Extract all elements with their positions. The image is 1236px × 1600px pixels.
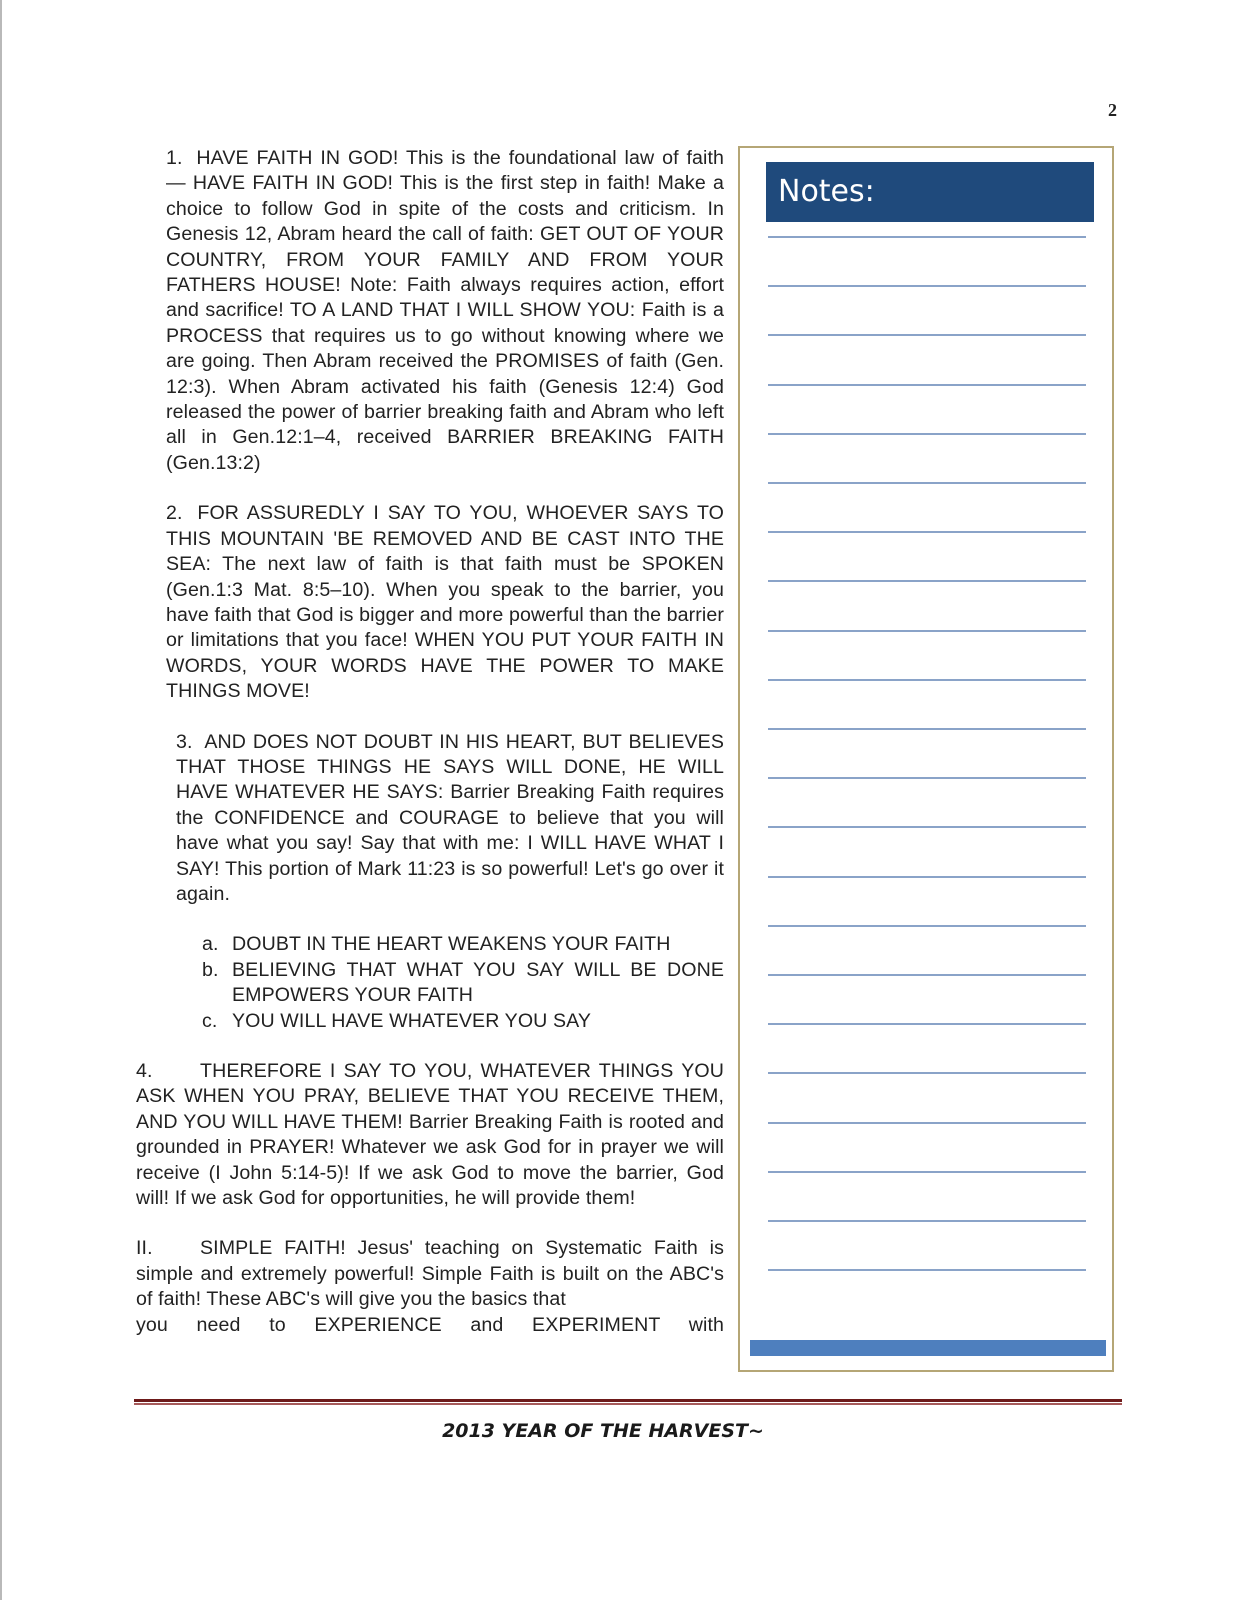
note-line bbox=[768, 630, 1086, 632]
list-marker: c. bbox=[202, 1009, 218, 1032]
page-edge-rule bbox=[0, 0, 2, 1600]
note-line bbox=[768, 1269, 1086, 1271]
paragraph-5 bbox=[136, 1236, 724, 1312]
list-item-text: DOUBT IN THE HEART WEAKENS YOUR FAITH bbox=[232, 933, 671, 956]
list-item bbox=[202, 932, 724, 957]
footer-text: 2013 YEAR OF THE HARVEST~ bbox=[442, 1420, 764, 1442]
list-item-text: YOU WILL HAVE WHATEVER YOU SAY bbox=[232, 1009, 592, 1032]
notes-title: Notes: bbox=[766, 162, 1094, 222]
note-line bbox=[768, 1023, 1086, 1025]
list-item-text: BELIEVING THAT WHAT YOU SAY WILL BE DONE EMPOWERS YOUR FAITH bbox=[232, 958, 724, 1007]
note-line bbox=[768, 1171, 1086, 1173]
note-line bbox=[768, 384, 1086, 386]
note-line bbox=[768, 580, 1086, 582]
paragraph-number: II. bbox=[136, 1237, 153, 1260]
paragraph-text: SIMPLE FAITH! Jesus' teaching on Systematic Faith is simple and extremely powerful! Simple Faith is built on the ABC's of faith! These ABC's will give you the basics that bbox=[136, 1237, 724, 1311]
main-text-column bbox=[136, 146, 724, 1338]
paragraph-number: 1. bbox=[166, 147, 183, 169]
note-line bbox=[768, 974, 1086, 976]
notes-footer-bar bbox=[750, 1340, 1106, 1356]
list-item bbox=[202, 1009, 724, 1034]
paragraph-number: 4. bbox=[136, 1060, 153, 1082]
paragraph-text: THEREFORE I SAY TO YOU, WHATEVER THINGS YOU ASK WHEN YOU PRAY, BELIEVE THAT YOU RECEIVE THEM, AND YOU WILL HAVE THEM! Barrier Breaking Faith is rooted and grounded in PRAYER! Whatever we ask God for in prayer we will receive (I John 5:14-5)! If we ask God to move the barrier, God will! If we ask God for opportunities, he will provide them! bbox=[136, 1060, 724, 1210]
notes-sidebar bbox=[738, 146, 1114, 1372]
note-line bbox=[768, 777, 1086, 779]
note-line bbox=[768, 1220, 1086, 1222]
paragraph-text: HAVE FAITH IN GOD! This is the foundational law of faith — HAVE FAITH IN GOD! This is the first step in faith! Make a choice to follow God in spite of the costs and criticism. In Genesis 12, Abram heard the call of faith: GET OUT OF YOUR COUNTRY, FROM YOUR FAMILY AND FROM YOUR FATHERS HOUSE! Note: Faith always requires action, effort and sacrifice! TO A LAND THAT I WILL SHOW YOU: Faith is a PROCESS that requires us to go without knowing where we are going. Then Abram received the PROMISES of faith (Gen. 12:3). When Abram activated his faith (Genesis 12:4) God released the power of barrier breaking faith and Abram who left all in Gen.12:1–4, received BARRIER BREAKING FAITH (Gen.13:2) bbox=[166, 147, 724, 474]
list-item bbox=[202, 958, 724, 1009]
note-line bbox=[768, 1072, 1086, 1074]
note-line bbox=[768, 1122, 1086, 1124]
note-line bbox=[768, 728, 1086, 730]
note-line bbox=[768, 285, 1086, 287]
note-line bbox=[768, 531, 1086, 533]
paragraph-1 bbox=[136, 146, 724, 476]
paragraph-4 bbox=[136, 1059, 724, 1211]
note-line bbox=[768, 482, 1086, 484]
paragraph-number: 2. bbox=[166, 502, 183, 525]
note-line bbox=[768, 334, 1086, 336]
page-number: 2 bbox=[1108, 100, 1117, 120]
paragraph-text: FOR ASSUREDLY I SAY TO YOU, WHOEVER SAYS TO THIS MOUNTAIN 'BE REMOVED AND BE CAST INTO THE SEA: The next law of faith is that faith must be SPOKEN (Gen.1:3 Mat. 8:5–10). When you speak to the barrier, you have faith that God is bigger and more powerful than the barrier or limitations that you face! WHEN YOU PUT YOUR FAITH IN WORDS, YOUR WORDS HAVE THE POWER TO MAKE THINGS MOVE! bbox=[166, 502, 725, 703]
paragraph-5-trailing-line: you need to EXPERIENCE and EXPERIMENT with bbox=[136, 1313, 724, 1336]
paragraph-text: AND DOES NOT DOUBT IN HIS HEART, BUT BELIEVES THAT THOSE THINGS HE SAYS WILL DONE, HE WILL HAVE WHATEVER HE SAYS: Barrier Breaking Faith requires the CONFIDENCE and COURAGE to believe that you will have what you say! Say that with me: I WILL HAVE WHAT I SAY! This portion of Mark 11:23 is so powerful! Let's go over it again. bbox=[176, 730, 725, 905]
note-line bbox=[768, 679, 1086, 681]
note-line bbox=[768, 433, 1086, 435]
sub-list bbox=[136, 932, 724, 1034]
paragraph-number: 3. bbox=[176, 730, 193, 753]
note-line bbox=[768, 236, 1086, 238]
paragraph-3 bbox=[136, 730, 724, 908]
list-marker: a. bbox=[202, 933, 219, 956]
note-line bbox=[768, 876, 1086, 878]
note-line bbox=[768, 925, 1086, 927]
paragraph-2 bbox=[136, 501, 724, 704]
list-marker: b. bbox=[202, 958, 219, 981]
note-line bbox=[768, 826, 1086, 828]
footer-rule bbox=[134, 1399, 1122, 1405]
